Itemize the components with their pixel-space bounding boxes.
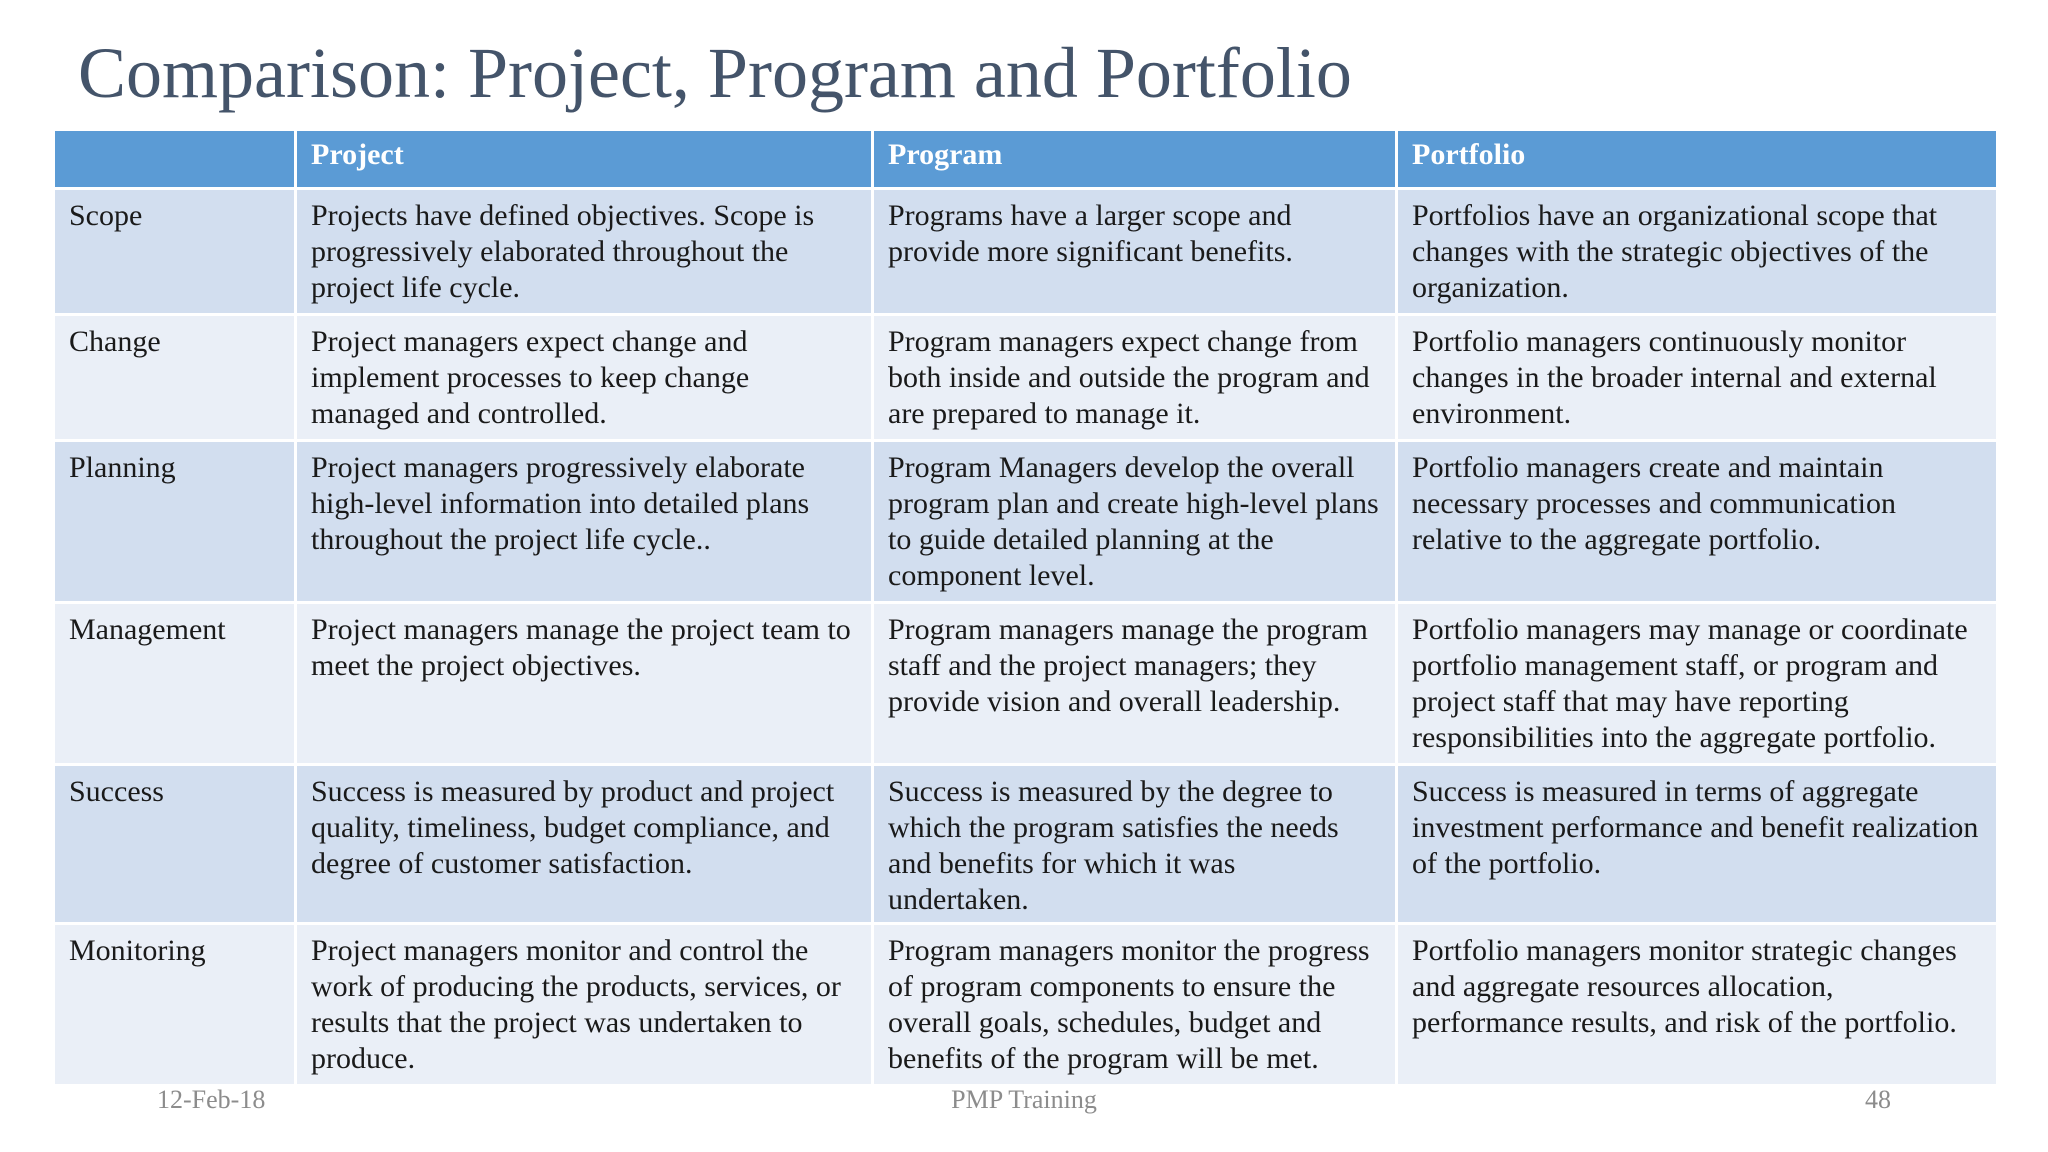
- cell-success-project: Success is measured by product and project quality, timeliness, budget compliance, and degree of customer satisfaction.: [296, 765, 873, 924]
- table-header-row: [54, 130, 1998, 189]
- cell-scope-program: Programs have a larger scope and provide more significant benefits.: [873, 189, 1397, 315]
- row-label-scope: Scope: [54, 189, 296, 315]
- row-label-management: Management: [54, 603, 296, 765]
- row-label-success: Success: [54, 765, 296, 924]
- header-project: Project: [296, 130, 873, 189]
- cell-change-project: Project managers expect change and implement processes to keep change managed and controlled.: [296, 315, 873, 441]
- table-row-success: [54, 765, 1998, 924]
- slide-title: Comparison: Project, Program and Portfolio: [78, 33, 1352, 113]
- table-row-management: [54, 603, 1998, 765]
- cell-monitoring-project: Project managers monitor and control the work of producing the products, services, or results that the project was undertaken to produce.: [296, 924, 873, 1086]
- comparison-table: [52, 128, 1999, 1087]
- table-row-planning: [54, 441, 1998, 603]
- header-corner-cell: [54, 130, 296, 189]
- table-row-change: [54, 315, 1998, 441]
- cell-management-project: Project managers manage the project team to meet the project objectives.: [296, 603, 873, 765]
- cell-monitoring-program: Program managers monitor the progress of program components to ensure the overall goals, schedules, budget and benefits of the program will be met.: [873, 924, 1397, 1086]
- row-label-planning: Planning: [54, 441, 296, 603]
- cell-planning-program: Program Managers develop the overall program plan and create high-level plans to guide detailed planning at the component level.: [873, 441, 1397, 603]
- cell-management-program: Program managers manage the program staff and the project managers; they provide vision and overall leadership.: [873, 603, 1397, 765]
- slide-number: 48: [1865, 1085, 1891, 1114]
- cell-change-program: Program managers expect change from both inside and outside the program and are prepared to manage it.: [873, 315, 1397, 441]
- table-row-monitoring: [54, 924, 1998, 1086]
- cell-success-program: Success is measured by the degree to which the program satisfies the needs and benefits for which it was undertaken.: [873, 765, 1397, 924]
- cell-planning-project: Project managers progressively elaborate high-level information into detailed plans throughout the project life cycle..: [296, 441, 873, 603]
- header-program: Program: [873, 130, 1397, 189]
- row-label-change: Change: [54, 315, 296, 441]
- header-portfolio: Portfolio: [1397, 130, 1998, 189]
- cell-planning-portfolio: Portfolio managers create and maintain necessary processes and communication relative to the aggregate portfolio.: [1397, 441, 1998, 603]
- footer-title: PMP Training: [951, 1085, 1097, 1114]
- cell-management-portfolio: Portfolio managers may manage or coordinate portfolio management staff, or program and project staff that may have reporting responsibilities into the aggregate portfolio.: [1397, 603, 1998, 765]
- cell-monitoring-portfolio: Portfolio managers monitor strategic changes and aggregate resources allocation, performance results, and risk of the portfolio.: [1397, 924, 1998, 1086]
- cell-scope-project: Projects have defined objectives. Scope is progressively elaborated throughout the project life cycle.: [296, 189, 873, 315]
- footer-date: 12-Feb-18: [157, 1085, 266, 1114]
- cell-change-portfolio: Portfolio managers continuously monitor changes in the broader internal and external environment.: [1397, 315, 1998, 441]
- table-row-scope: [54, 189, 1998, 315]
- cell-scope-portfolio: Portfolios have an organizational scope that changes with the strategic objectives of the organization.: [1397, 189, 1998, 315]
- row-label-monitoring: Monitoring: [54, 924, 296, 1086]
- cell-success-portfolio: Success is measured in terms of aggregate investment performance and benefit realization of the portfolio.: [1397, 765, 1998, 924]
